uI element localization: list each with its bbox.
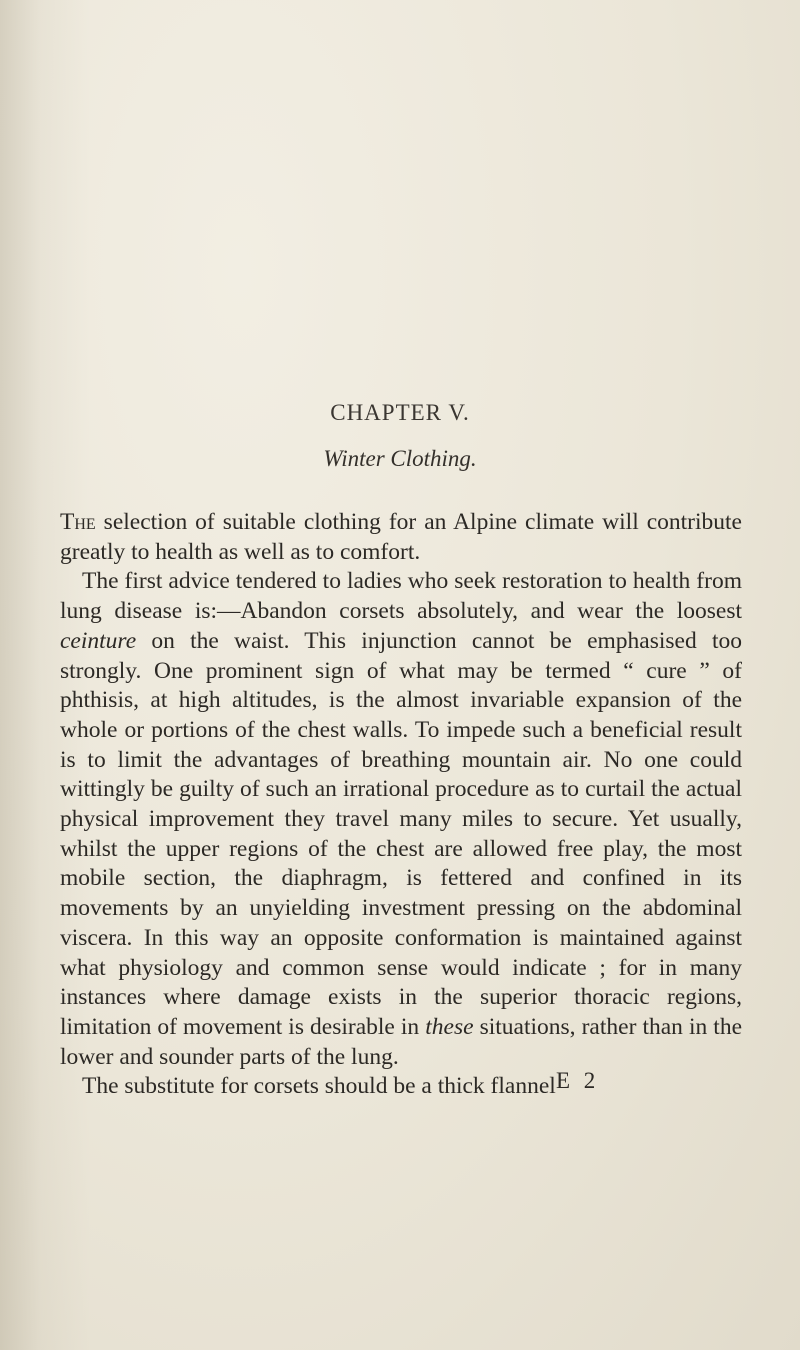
paragraph-2 (60, 567, 742, 1072)
italic-term-ceinture: ceinture (60, 627, 137, 654)
body-text (60, 508, 742, 1102)
paragraph-2-text-a: The first advice tendered to ladies who seek restoration to health from lung disease is:—Abandon corsets absolutely, and wear the loosest (60, 568, 742, 625)
signature-mark: E 2 (556, 1068, 600, 1093)
paragraph-1-text: selection of suitable clothing for an Alpine climate will contribute greatly to health as well as to comfort. (60, 509, 742, 565)
paragraph-1 (60, 508, 742, 567)
italic-term-these: these (425, 1013, 474, 1040)
paragraph-2-text-b: on the waist. This injunction cannot be emphasised too strongly. One prominent sign of what may be termed “ cure ” of phthisis, at high altitudes, is the almost invariable expansion of the whole or portions of the chest walls. To impede such a beneficial result is to limit the advantages of breathing mountain air. No one could wittingly be guilty of such an irrational procedure as to curtail the actual physical improvement they travel many miles to secure. Yet usually, whilst the upper regions of the chest are allowed free play, the most mobile section, the diaphragm, is fettered and confined in its movements by an unyielding investment pressing on the abdominal viscera. In this way an opposite conformation is maintained against what physiology and common sense would indicate ; for in many instances where damage exists in the superior thoracic regions, limitation of movement is desirable in (60, 627, 742, 1040)
paragraph-lead-word: The (60, 509, 96, 535)
paragraph-3: The substitute for corsets should be a thick flannel (82, 1073, 556, 1100)
chapter-heading: CHAPTER V. (330, 400, 470, 425)
paragraph-2-text-c: situations, rather than in the lower and sounder parts of the lung. (60, 1013, 743, 1070)
chapter-subtitle: Winter Clothing. (323, 446, 477, 471)
